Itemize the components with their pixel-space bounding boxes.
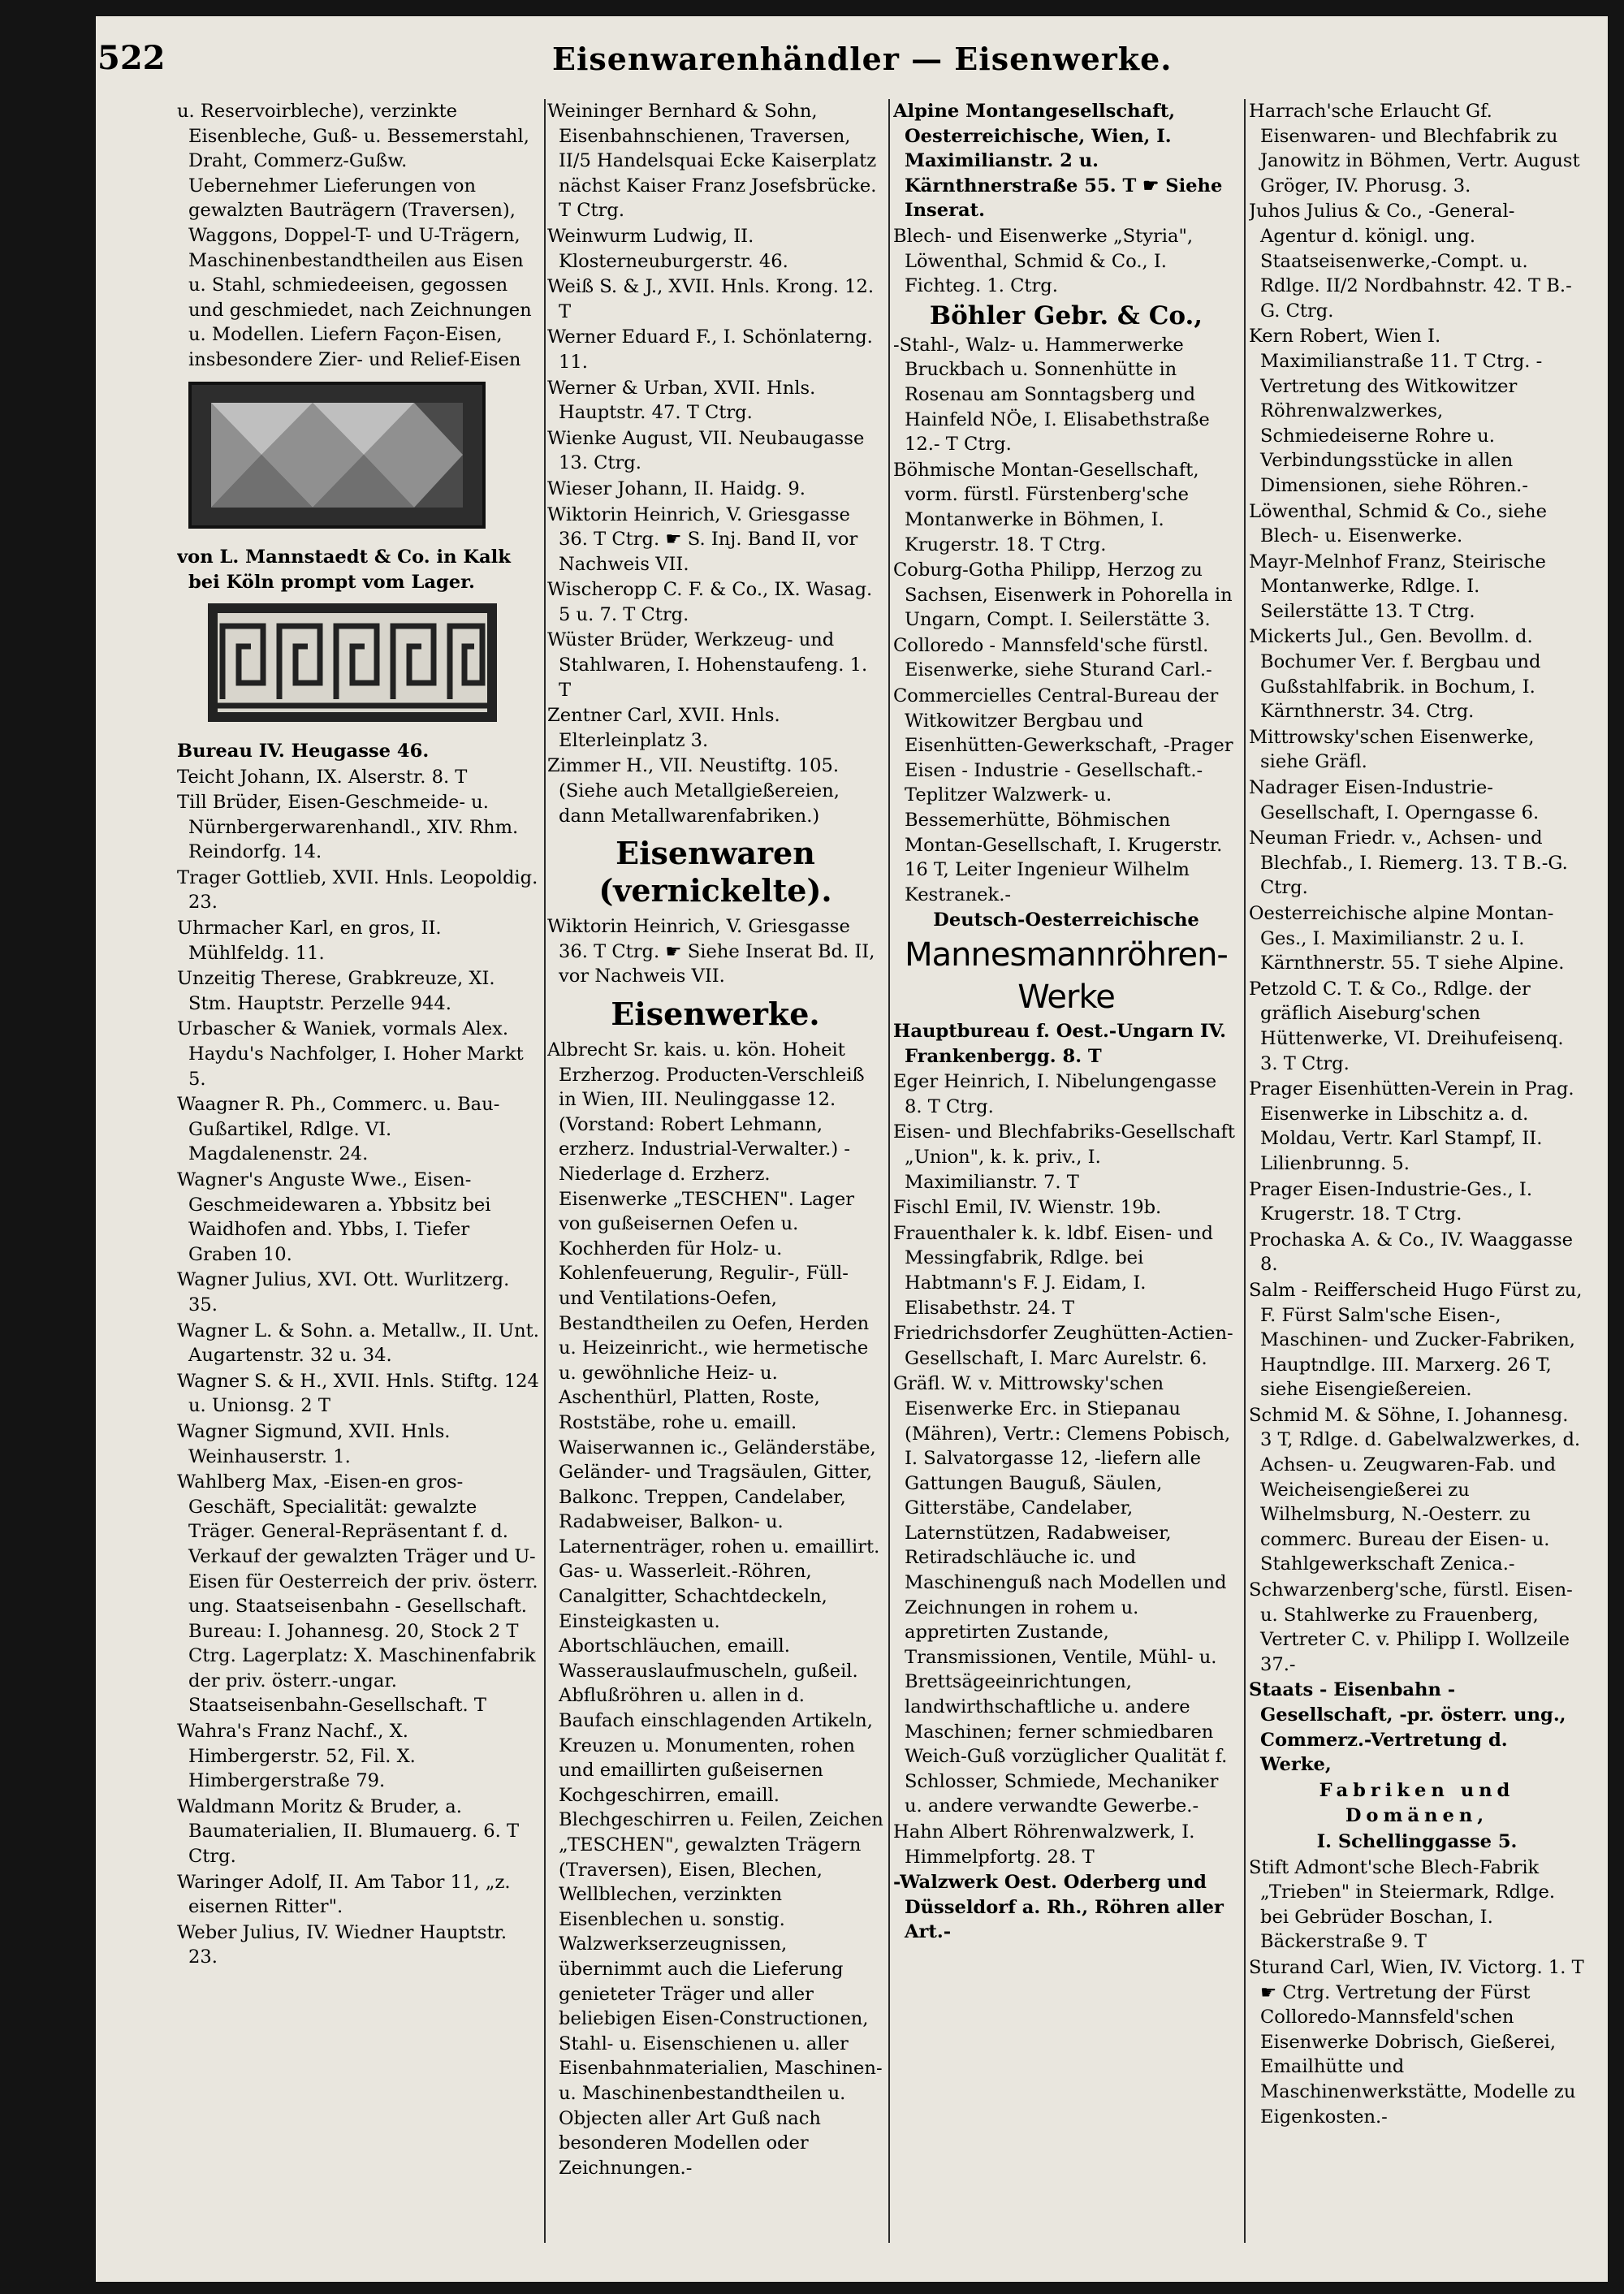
entry: Schmid M. & Söhne, I. Johannesg. 3 T, Rdlge. d. Gabelwalzwerkes, d. Achsen- u. Zeugwaren-Fab. und Weicheisengießerei zu Wilhelmsburg, N.-Oesterr. zu commerc. Bureau der Eisen- u. Stahlgewerkschaft Zenica.- <box>1249 1404 1581 1575</box>
column-1 <box>177 99 541 2259</box>
entry: Werner & Urban, XVII. Hnls. Hauptstr. 47. T Ctrg. <box>547 377 816 424</box>
entry: Uhrmacher Karl, en gros, II. Mühlfeldg. 11. <box>177 918 442 964</box>
entry: Wahlberg Max, -Eisen-en gros-Geschäft, Specialität: gewalzte Träger. General-Repräsentant f. d. Verkauf der gewalzten Träger und U-Eisen für Oesterreich der priv. österr. ung. Staatseisenbahn - Gesellschaft. Bureau: I. Johannesg. 20, Stock 2 T Ctrg. Lagerplatz: X. Maschinenfabrik der priv. österr.-ungar. Staatseisenbahn-Gesellschaft. T <box>177 1471 538 1717</box>
column-3 <box>893 99 1239 2259</box>
entry: Waagner R. Ph., Commerc. u. Bau-Gußartikel, Rdlge. VI. Magdalenenstr. 24. <box>177 1094 500 1165</box>
entry: Löwenthal, Schmid & Co., siehe Blech- u. Eisenwerke. <box>1249 500 1547 547</box>
entry: Waringer Adolf, II. Am Tabor 11, „z. eisernen Ritter". <box>177 1871 511 1918</box>
relief-iron-ornament-sample <box>187 380 487 530</box>
entry: Stift Admont'sche Blech-Fabrik „Trieben" in Steiermark, Rdlge. bei Gebrüder Boschan, I. Bäckerstraße 9. T <box>1249 1856 1556 1953</box>
entry: Teicht Johann, IX. Alserstr. 8. T <box>177 766 468 788</box>
entry: Prager Eisen-Industrie-Ges., I. Krugerstr. 18. T Ctrg. <box>1249 1178 1533 1225</box>
entry: -Stahl-, Walz- u. Hammerwerke Bruckbach u. Sonnenhütte in Rosenau am Sonntagsberg und Hainfeld NÖe, I. Elisabethstraße 12.- T Ctrg. <box>893 334 1210 456</box>
entry: Mittrowsky'schen Eisenwerke, siehe Gräfl. <box>1249 726 1535 773</box>
entry: Blech- und Eisenwerke „Styria", Löwenthal, Schmid & Co., I. Fichteg. 1. Ctrg. <box>893 225 1194 297</box>
entry: Waldmann Moritz & Bruder, a. Baumaterialien, II. Blumauerg. 6. T Ctrg. <box>177 1795 520 1868</box>
entry: Sturand Carl, Wien, IV. Victorg. 1. T ☛ Ctrg. Vertretung der Fürst Colloredo-Mannsfeld'schen Eisenwerke Dobrisch, Gießerei, Emailhütte und Maschinenwerkstätte, Modelle zu Eigenkosten.- <box>1249 1956 1584 2128</box>
entry: Wiktorin Heinrich, V. Griesgasse 36. T Ctrg. ☛ S. Inj. Band II, vor Nachweis VII. <box>547 503 858 575</box>
column-2 <box>547 99 883 2259</box>
entry: Staats - Eisenbahn - Gesellschaft, -pr. österr. ung., Commerz.-Vertretung d. Werke, <box>1249 1679 1566 1776</box>
entry: Trager Gottlieb, XVII. Hnls. Leopoldig. 23. <box>177 866 538 914</box>
entry: Prager Eisenhütten-Verein in Prag. Eisenwerke in Libschitz a. d. Moldau, Vertr. Karl Stampf, II. Lilienbrunng. 5. <box>1249 1078 1574 1174</box>
entry: Albrecht Sr. kais. u. kön. Hoheit Erzherzog. Producten-Verschleiß in Wien, III. Neulinggasse 12. (Vorstand: Robert Lehmann, erzherz. Industrial-Verwalter.) -Niederlage d. Erzherz. Eisenwerke „TESCHEN". Lager von gußeisernen Oefen u. Kochherden für Holz- u. Kohlenfeuerung, Regulir-, Füll- und Ventilations-Oefen, Bestandtheilen zu Oefen, Herden u. Heizeinricht., wie hermetische u. gewöhnliche Heiz- u. Aschenthürl, Platten, Roste, Roststäbe, rohe u. emaill. Waiserwannen ic., Geländerstäbe, Geländer- und Tragsäulen, Gitter, Balkonc. Treppen, Candelaber, Radabweiser, Balkon- u. Laternenträger, rohen u. emaillirt. Gas- u. Wasserleit.-Röhren, Canalgitter, Schachtdeckeln, Einsteigkasten u. Abortschläuchen, emaill. Wasserauslaufmuscheln, gußeil. Abflußröhren u. allen in d. Baufach einschlagenden Artikeln, Kreuzen u. Monumenten, rohen und emaillirten gußeisernen Kochgeschirren, emaill. Blechgeschirren u. Feilen, Zeichen „TESCHEN", gewalzten Trägern (Traversen), Eisen, Blechen, Wellblechen, verzinkten Eisenblechen u. sonstig. Walzwerkserzeugnissen, übernimmt auch die Lieferung genieteter Träger und aller beliebigen Eisen-Constructionen, Stahl- u. Eisenschienen u. aller Eisenbahnmaterialien, Maschinen- u. Maschinenbestandtheilen u. Objecten aller Art Guß nach besonderen Modellen oder Zeichnungen.- <box>547 1039 883 2179</box>
entry: Juhos Julius & Co., -General-Agentur d. königl. ung. Staatseisenwerke,-Compt. u. Rdlge. II/2 Nordbahnstr. 42. T B.-G. Ctrg. <box>1249 201 1572 322</box>
entry-headline: Mannesmannröhren-Werke <box>905 936 1228 1016</box>
entry: Werner Eduard F., I. Schönlaterng. 11. <box>547 326 873 373</box>
entry: Hahn Albert Röhrenwalzwerk, I. Himmelpfortg. 28. T <box>893 1821 1195 1868</box>
entry: Urbascher & Waniek, vormals Alex. Haydu's Nachfolger, I. Hoher Markt 5. <box>177 1018 524 1090</box>
entry: Weininger Bernhard & Sohn, Eisenbahnschienen, Traversen, II/5 Handelsquai Ecke Kaiserplatz nächst Kaiser Franz Josefsbrücke. T Ctrg. <box>547 101 877 222</box>
entry-centered: Fabriken und <box>1319 1779 1515 1801</box>
column-rule <box>1244 99 1246 2243</box>
entry: Eisen- und Blechfabriks-Gesellschaft „Union", k. k. priv., I. Maximilianstr. 7. T <box>893 1121 1235 1193</box>
entry: Oesterreichische alpine Montan-Ges., I. Maximilianstr. 2 u. I. Kärnthnerstr. 55. T siehe Alpine. <box>1249 903 1565 974</box>
entry: Weber Julius, IV. Wiedner Hauptstr. 23. <box>177 1921 508 1968</box>
entry: Mickerts Jul., Gen. Bevollm. d. Bochumer Ver. f. Bergbau und Gußstahlfabrik. in Bochum, I. Kärnthnerstr. 34. Ctrg. <box>1249 626 1541 723</box>
entry: Wagner L. & Sohn. a. Metallw., II. Unt. Augartenstr. 32 u. 34. <box>177 1320 539 1367</box>
entry: Zentner Carl, XVII. Hnls. Elterleinplatz 3. <box>547 705 780 751</box>
column-rule <box>888 99 890 2243</box>
entry: Commercielles Central-Bureau der Witkowitzer Bergbau und Eisenhütten-Gewerkschaft, -Prager Eisen - Industrie - Gesellschaft.- Teplitzer Walzwerk- u. Bessemerhütte, Böhmischen Montan-Gesellschaft, I. Krugerstr. 16 T, Leiter Ingenieur Wilhelm Kestranek.- <box>893 685 1233 905</box>
entry-centered: Domänen, <box>1345 1805 1489 1827</box>
entry: Salm - Reifferscheid Hugo Fürst zu, F. Fürst Salm'sche Eisen-, Maschinen- und Zucker-Fabriken, Hauptndlge. III. Marxerg. 26 T, siehe Eisengießereien. <box>1249 1279 1583 1401</box>
entry-headline: Deutsch-Oesterreichische <box>933 909 1199 931</box>
entry: Gräfl. W. v. Mittrowsky'schen Eisenwerke Erc. in Stiepanau (Mähren), Vertr.: Clemens Pobisch, I. Salvatorgasse 12, -liefern alle Gattungen Bauguß, Säulen, Gitterstäbe, Candelaber, Laternstützen, Radabweiser, Retiradschläuche ic. und Maschinenguß nach Modellen und Zeichnungen in rohem u. appretirten Zustande, Transmissionen, Ventile, Mühl- u. Brettsägeeinrichtungen, landwirthschaftliche u. andere Maschinen; ferner schmiedbaren Weich-Guß vorzüglicher Qualität f. Schlosser, Schmiede, Mechaniker u. andere verwandte Gewerbe.- <box>893 1373 1231 1817</box>
entry: Kern Robert, Wien I. Maximilianstraße 11. T Ctrg. -Vertretung des Witkowitzer Röhrenwalzwerkes, Schmiedeiserne Rohre u. Verbindungsstücke in allen Dimensionen, siehe Röhren.- <box>1249 326 1543 496</box>
entry: Friedrichsdorfer Zeughütten-Actien-Gesellschaft, I. Marc Aurelstr. 6. <box>893 1323 1233 1369</box>
entry: Colloredo - Mannsfeld'sche fürstl. Eisenwerke, siehe Sturand Carl.- <box>893 634 1212 681</box>
entry: Frauenthaler k. k. ldbf. Eisen- und Messingfabrik, Rdlge. bei Habtmann's F. J. Eidam, I. Elisabethstr. 24. T <box>893 1222 1213 1319</box>
entry: Unzeitig Therese, Grabkreuze, XI. Stm. Hauptstr. Perzelle 944. <box>177 968 495 1014</box>
meander-iron-ornament-sample <box>206 602 499 724</box>
entry: Alpine Montangesellschaft, Oesterreichische, Wien, I. Maximilianstr. 2 u. Kärnthnerstraße 55. T ☛ Siehe Inserat. <box>893 101 1223 222</box>
section-heading-vernickelte: Eisenwaren (vernickelte). <box>598 835 832 909</box>
entry: Wischeropp C. F. & Co., IX. Wasag. 5 u. 7. T Ctrg. <box>547 579 873 625</box>
running-head: Eisenwarenhändler — Eisenwerke. <box>552 41 1173 77</box>
entry: Coburg-Gotha Philipp, Herzog zu Sachsen, Eisenwerk in Pohorella in Ungarn, Compt. I. Seilerstätte 3. <box>893 559 1233 631</box>
entry: Fischl Emil, IV. Wienstr. 19b. <box>893 1197 1162 1219</box>
entry: Wagner Julius, XVI. Ott. Wurlitzerg. 35. <box>177 1269 510 1315</box>
entry: Weiß S. & J., XVII. Hnls. Krong. 12. T <box>547 276 875 322</box>
entry: Wiktorin Heinrich, V. Griesgasse 36. T Ctrg. ☛ Siehe Inserat Bd. II, vor Nachweis VII. <box>547 916 875 987</box>
entry-headline: Böhler Gebr. & Co., <box>929 300 1203 330</box>
column-4 <box>1249 99 1585 2259</box>
entry: Prochaska A. & Co., IV. Waaggasse 8. <box>1249 1229 1574 1276</box>
entry: -Walzwerk Oest. Oderberg und Düsseldorf a. Rh., Röhren aller Art.- <box>893 1872 1224 1943</box>
entry: Mayr-Melnhof Franz, Steirische Montanwerke, Rdlge. I. Seilerstätte 13. T Ctrg. <box>1249 551 1546 622</box>
entry: Wagner Sigmund, XVII. Hnls. Weinhauserstr. 1. <box>177 1420 451 1467</box>
entry: Schwarzenberg'sche, fürstl. Eisen- u. Stahlwerke zu Frauenberg, Vertreter C. v. Philipp I. Wollzeile 37.- <box>1249 1579 1573 1675</box>
entry: Bureau IV. Heugasse 46. <box>177 740 430 762</box>
entry: Weinwurm Ludwig, II. Klosterneuburgerstr. 46. <box>547 225 788 272</box>
entry: Eger Heinrich, I. Nibelungengasse 8. T Ctrg. <box>893 1071 1217 1117</box>
entry: Böhmische Montan-Gesellschaft, vorm. fürstl. Fürstenberg'sche Montanwerke in Böhmen, I. Krugerstr. 18. T Ctrg. <box>893 459 1199 555</box>
entry: Wagner S. & H., XVII. Hnls. Stiftg. 124 u. Unionsg. 2 T <box>177 1370 539 1417</box>
entry: Neuman Friedr. v., Achsen- und Blechfab., I. Riemerg. 13. T B.-G. Ctrg. <box>1249 827 1568 899</box>
entry-centered: I. Schellinggasse 5. <box>1316 1830 1518 1852</box>
ornament-caption: von L. Mannstaedt & Co. in Kalk bei Köln prompt vom Lager. <box>177 546 511 593</box>
entry: Harrach'sche Erlaucht Gf. Eisenwaren- und Blechfabrik zu Janowitz in Böhmen, Vertr. August Gröger, IV. Phorusg. 3. <box>1249 101 1580 197</box>
entry: Petzold C. T. & Co., Rdlge. der gräflich Aiseburg'schen Hüttenwerke, VI. Dreihufeisenq. 3. T Ctrg. <box>1249 978 1564 1074</box>
entry: u. Reservoirbleche), verzinkte Eisenbleche, Guß- u. Bessemerstahl, Draht, Commerz-Gußw. Uebernehmer Lieferungen von gewalzten Bauträgern (Traversen), Waggons, Doppel-T- und U-Trägern, Maschinenbestandtheilen aus Eisen u. Stahl, schmiedeeisen, gegossen und geschmiedet, nach Zeichnungen u. Modellen. Liefern Façon-Eisen, insbesondere Zier- und Relief-Eisen <box>177 101 532 370</box>
section-heading-eisenwerke: Eisenwerke. <box>611 996 820 1032</box>
entry: Till Brüder, Eisen-Geschmeide- u. Nürnbergerwarenhandl., XIV. Rhm. Reindorfg. 14. <box>177 792 519 863</box>
page-header <box>97 34 1470 91</box>
entry: Zimmer H., VII. Neustiftg. 105. (Siehe auch Metallgießereien, dann Metallwarenfabriken.) <box>547 755 840 827</box>
column-rule <box>544 99 546 2243</box>
entry: Wieser Johann, II. Haidg. 9. <box>547 477 806 499</box>
page-number: 522 <box>97 39 166 77</box>
entry: Wahra's Franz Nachf., X. Himbergerstr. 52, Fil. X. Himbergerstraße 79. <box>177 1721 416 1792</box>
entry: Hauptbureau f. Oest.-Ungarn IV. Frankenbergg. 8. T <box>893 1021 1226 1067</box>
entry: Wagner's Anguste Wwe., Eisen-Geschmeidewaren a. Ybbsitz bei Waidhofen and. Ybbs, I. Tiefer Graben 10. <box>177 1169 491 1265</box>
entry: Nadrager Eisen-Industrie-Gesellschaft, I. Operngasse 6. <box>1249 777 1540 823</box>
entry: Wienke August, VII. Neubaugasse 13. Ctrg. <box>547 427 865 474</box>
entry: Wüster Brüder, Werkzeug- und Stahlwaren, I. Hohenstaufeng. 1. T <box>547 629 868 701</box>
